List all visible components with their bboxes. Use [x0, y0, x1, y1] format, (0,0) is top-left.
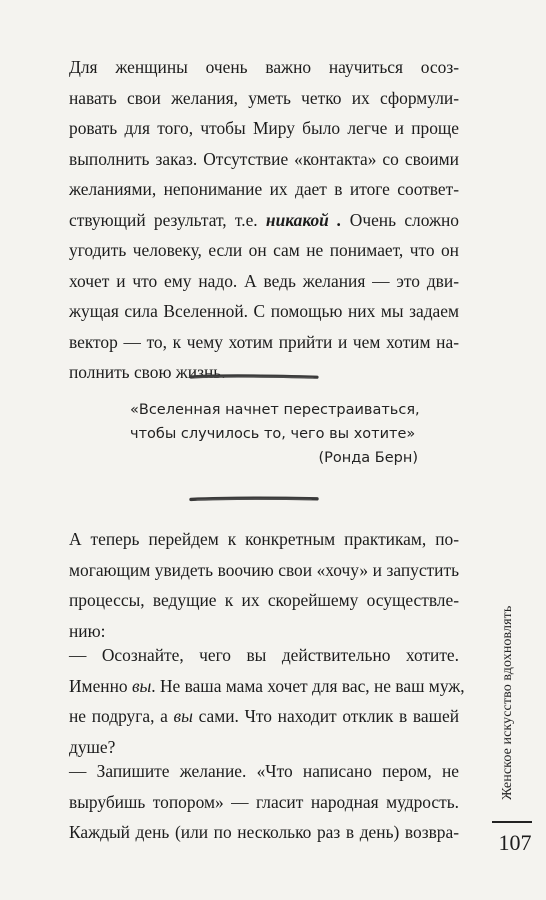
text-segment: ствующий результат, т.е.: [69, 209, 266, 230]
text-line: выполнить заказ. Отсутствие «контакта» со своими: [69, 148, 459, 169]
emphasized-word: вы: [173, 706, 193, 726]
brush-divider-top: [189, 372, 319, 382]
text-line: угодить человеку, если он сам не понимает, что он: [69, 240, 459, 260]
emphasized-word: никакой .: [265, 209, 342, 230]
text-line: А теперь перейдем к конкретным практикам, по-: [69, 529, 459, 549]
text-line: желаниями, непонимание их дает в итоге соответ-: [69, 179, 459, 199]
text-line: Для женщины очень важно научиться осоз-: [69, 57, 459, 77]
text-segment: Очень сложно: [341, 209, 459, 230]
brush-divider-bottom: [189, 494, 319, 504]
text-line: [69, 671, 465, 702]
text-line: [69, 205, 459, 236]
text-segment: не подруга, а: [69, 706, 174, 726]
paragraph-desires: [69, 52, 459, 388]
running-book-title: Женское искусство вдохновлять: [500, 605, 515, 800]
text-line: вырубишь топором» — гласит народная мудрость.: [69, 791, 459, 812]
paragraph-practices: [69, 524, 459, 646]
text-line: полнить свою жизнь.: [69, 362, 226, 382]
text-line: ровать для того, чтобы Миру было легче и проще: [69, 118, 459, 138]
paragraph-realize: [69, 640, 465, 762]
text-line: — Запишите желание. «Что написано пером, не: [69, 761, 459, 781]
text-line: жущая сила Вселенной. С помощью них мы задаем: [69, 301, 459, 321]
text-line: [69, 701, 459, 732]
text-line: навать свои желания, уметь четко их сформули-: [69, 87, 459, 108]
page-number-rule: [492, 821, 532, 823]
text-line: процессы, ведущие к их скорейшему осуществле-: [69, 590, 459, 610]
text-line: могающим увидеть воочию свои «хочу» и запустить: [69, 559, 459, 580]
text-segment: сами. Что находит отклик в вашей: [192, 706, 459, 726]
text-segment: . Не ваша мама хочет для вас, не ваш муж,: [151, 675, 465, 696]
text-line: вектор — то, к чему хотим прийти и чем хотим на-: [69, 331, 459, 352]
quote-line: «Вселенная начнет перестраиваться,: [130, 402, 420, 418]
page-number: 107: [498, 830, 532, 855]
epigraph-quote: [130, 398, 430, 470]
emphasized-word: вы: [131, 675, 152, 696]
text-line: хочет и что ему надо. А ведь желания — это дви-: [69, 270, 459, 291]
text-line: — Осознайте, чего вы действительно хотите.: [69, 645, 459, 665]
text-line: душе?: [69, 736, 116, 757]
paragraph-write-down: [69, 756, 459, 848]
quote-author: (Ронда Берн): [318, 450, 418, 466]
text-segment: Именно: [69, 675, 132, 696]
quote-line: чтобы случилось то, чего вы хотите»: [130, 426, 416, 442]
text-line: нию:: [69, 620, 106, 641]
text-line: Каждый день (или по несколько раз в день) возвра-: [69, 822, 459, 842]
